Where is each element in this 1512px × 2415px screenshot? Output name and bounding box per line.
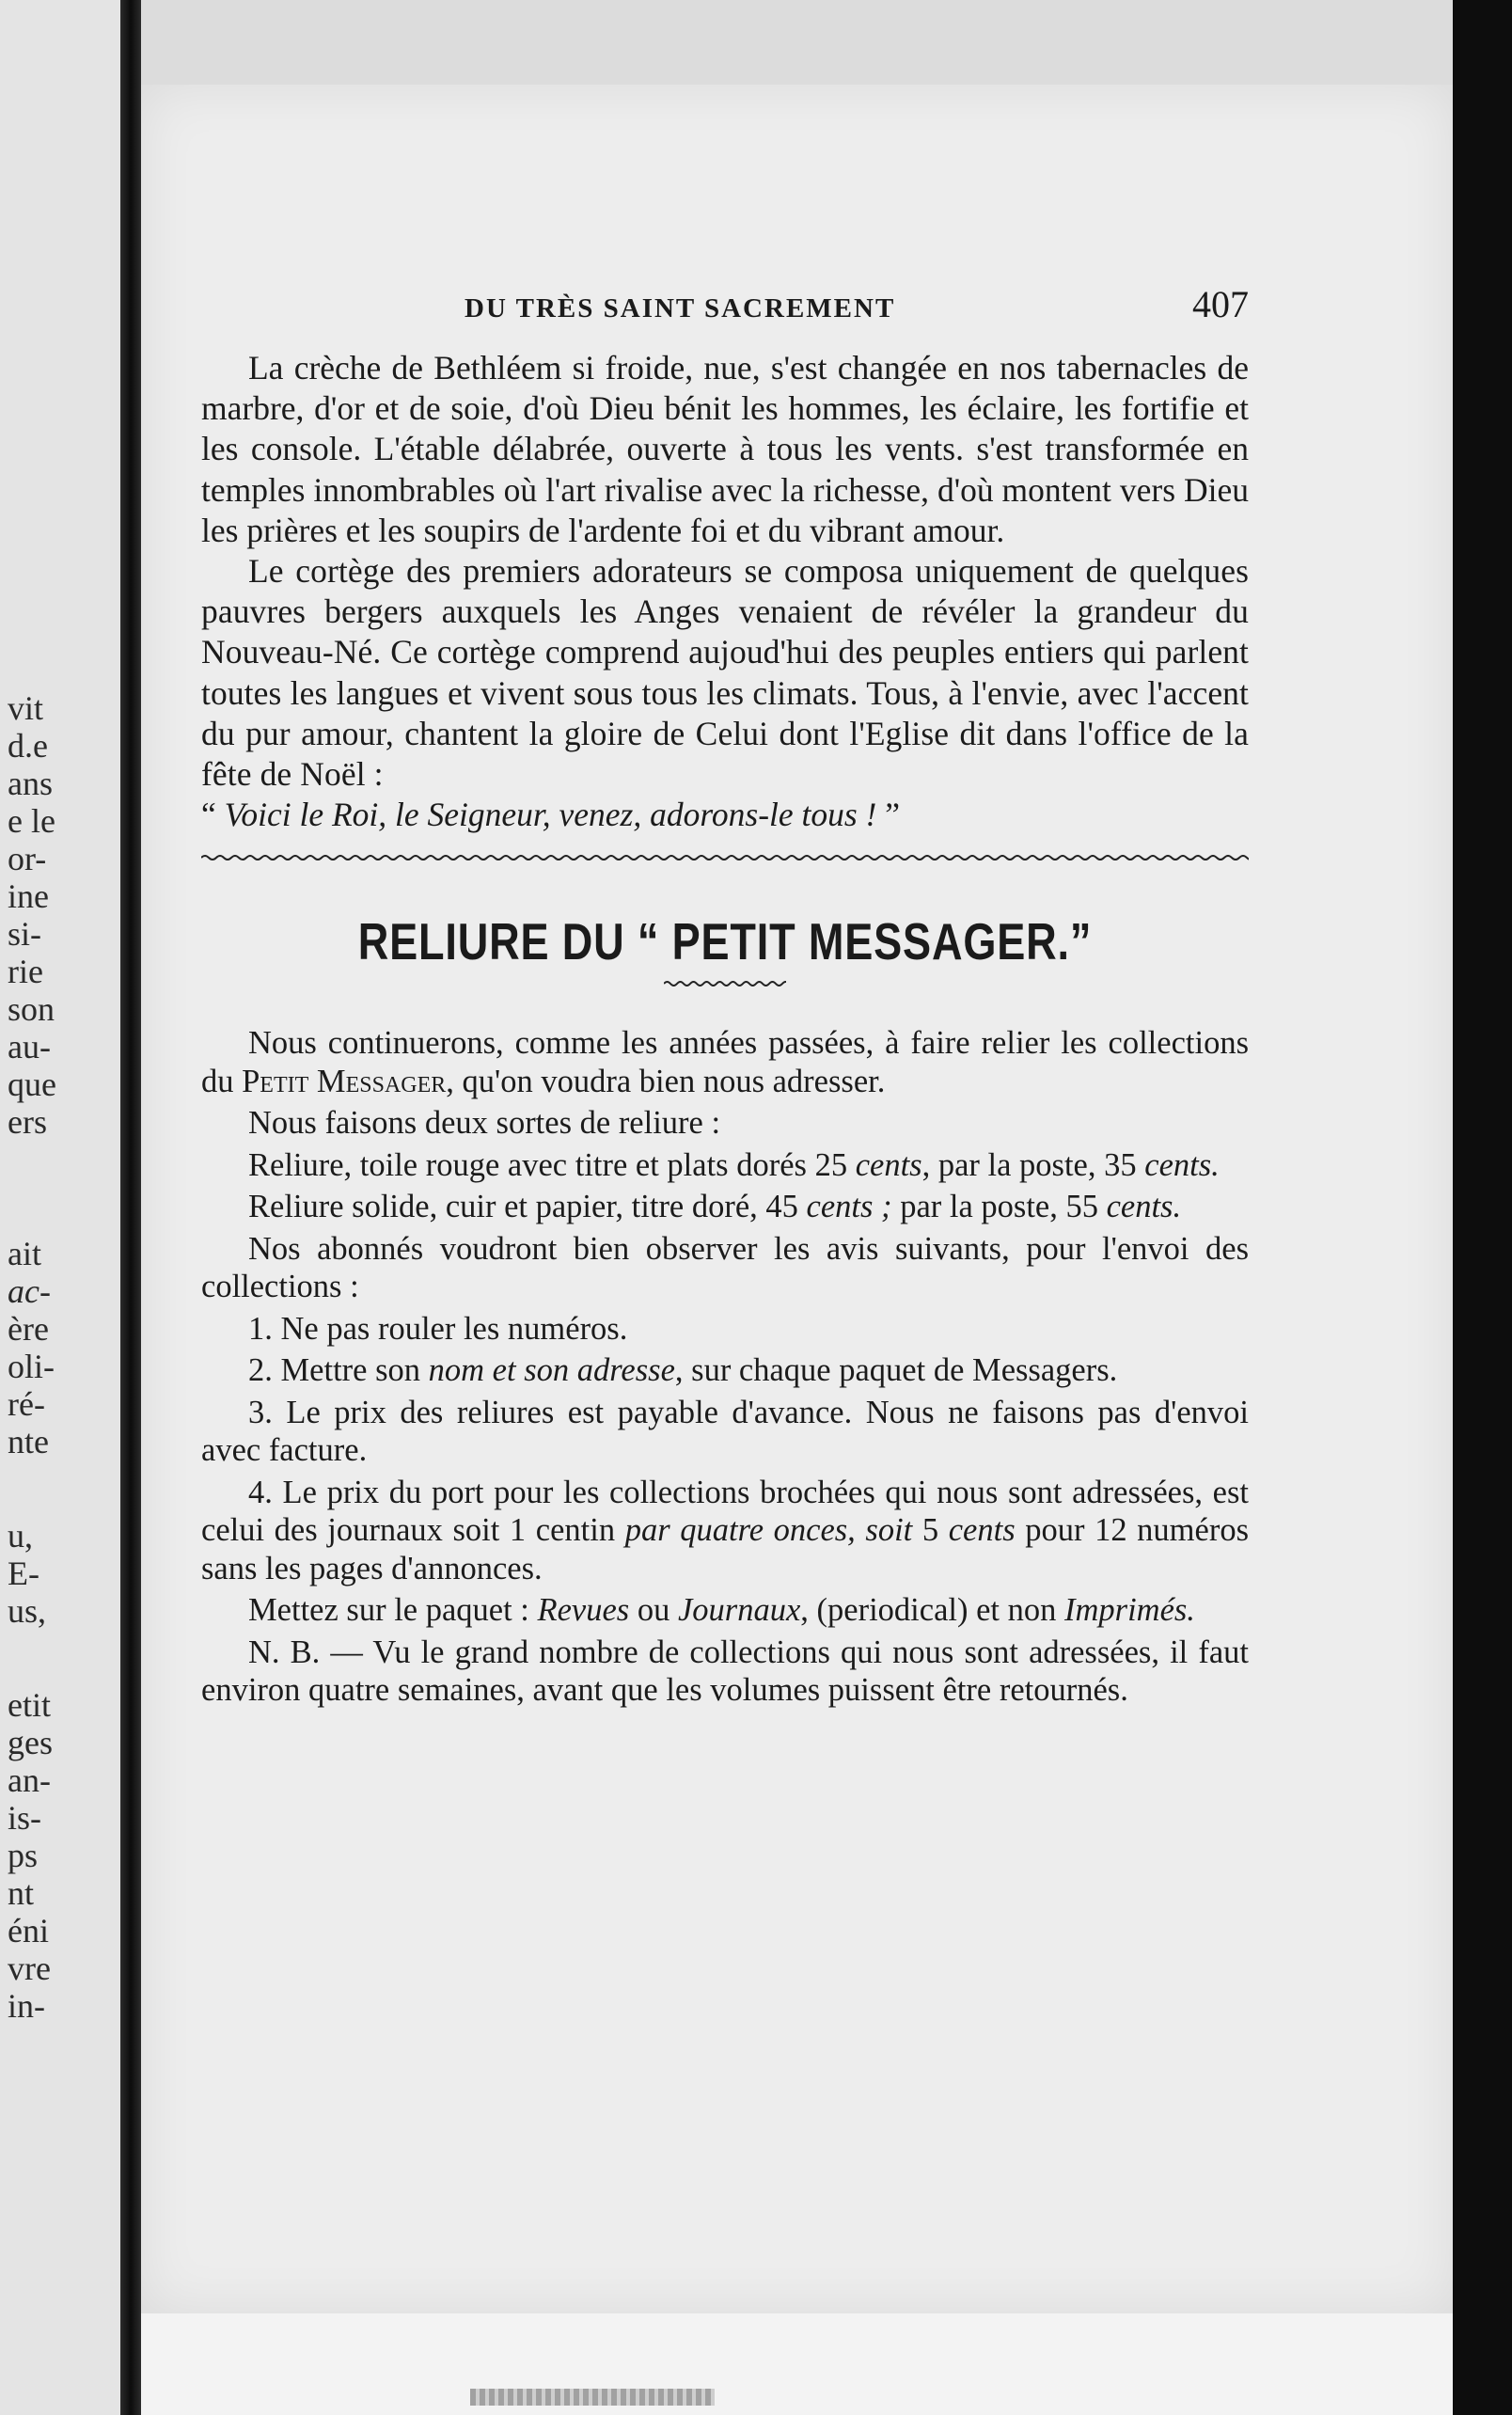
currency-word: cents. <box>1106 1189 1182 1225</box>
packet-or: ou <box>637 1592 670 1629</box>
cloth-binding-post: , par la poste, 35 <box>921 1146 1137 1183</box>
packet-revues: Revues <box>537 1592 630 1629</box>
page-content <box>201 282 1249 1710</box>
previous-page-fragment: ges <box>8 1724 53 1761</box>
previous-page-fragment: ps <box>8 1837 39 1874</box>
item4-text: 4. Le prix du port pour les collections brochées qui nous sont adressées, est celui des journaux soit 1 centin <box>201 1474 1249 1549</box>
previous-page-fragment: ine <box>8 877 49 915</box>
previous-page-fragment: si- <box>8 915 41 953</box>
paragraph-two-kinds: Nous faisons deux sortes de reliure : <box>248 1105 721 1142</box>
leather-binding-text: Reliure solide, cuir et papier, titre doré, 45 <box>248 1189 798 1225</box>
item2-text: 2. Mettre son <box>248 1352 421 1389</box>
page-bottom-margin <box>141 2313 1453 2415</box>
title-ornament <box>664 977 786 990</box>
previous-page-fragment: ait <box>8 1235 41 1272</box>
notice-item-1: 1. Ne pas rouler les numéros. <box>248 1310 628 1347</box>
page-top-margin <box>141 0 1453 85</box>
notice-item-4 <box>201 1474 1249 1588</box>
previous-page-fragment: oli- <box>8 1348 55 1385</box>
intro-text: Nous continuerons, comme les années passées, à faire relier les collections du <box>201 1025 1249 1099</box>
previous-page-fragment: e le <box>8 802 55 840</box>
quotation <box>201 795 1249 835</box>
quote-text: Voici le Roi, le Seigneur, venez, adorons-le tous ! <box>224 796 877 834</box>
wavy-divider <box>201 848 1249 867</box>
previous-page-fragment: us, <box>8 1592 47 1630</box>
scan-right-edge <box>1453 0 1512 2415</box>
previous-page-fragment: ers <box>8 1103 47 1141</box>
notice-item-3: 3. Le prix des reliures est payable d'avance. Nous ne faisons pas d'envoi avec facture. <box>201 1394 1249 1469</box>
book-gutter <box>120 0 141 2415</box>
paragraph-cortege: Le cortège des premiers adorateurs se composa uniquement de quelques pauvres bergers auxquels les Anges venaient de révéler la grandeur du Nouveau-Né. Ce cortège comprend aujoud'hui des peuples entiers qui parlent toutes les langues et vivent sous tous les climats. Tous, à l'envie, avec l'accent du pur amour, chantent la gloire de Celui dont l'Eglise dit dans l'office de la fête de Noël : <box>201 552 1249 794</box>
quote-close-mark: ” <box>885 796 901 834</box>
previous-page-fragment: nt <box>8 1874 35 1912</box>
notice-item-2 <box>201 1351 1249 1390</box>
previous-page-fragment: is- <box>8 1799 41 1837</box>
previous-page-fragment: ère <box>8 1310 49 1348</box>
previous-page-fragment: vre <box>8 1949 51 1987</box>
currency-word: cents <box>855 1146 922 1183</box>
packet-periodical: , (periodical) et non <box>800 1592 1057 1629</box>
previous-page-fragment: que <box>8 1065 56 1103</box>
item2-text-end: , sur chaque paquet de Messagers. <box>674 1352 1118 1389</box>
previous-page-fragment: au- <box>8 1028 51 1065</box>
running-head <box>201 282 1249 348</box>
previous-page-strip <box>0 0 120 2415</box>
section-title: RELIURE DU “ PETIT MESSAGER.” <box>357 912 1093 971</box>
paragraph-leather-binding <box>201 1188 1249 1226</box>
packet-journaux: Journaux <box>677 1592 801 1629</box>
item4-text-end: pour 12 numéros sans les pages d'annonces. <box>201 1512 1249 1586</box>
magazine-name: Petit Messager <box>242 1063 447 1099</box>
running-title: DU TRÈS SAINT SACREMENT <box>465 293 896 324</box>
packet-text: Mettez sur le paquet : <box>248 1592 529 1629</box>
previous-page-fragment: vit <box>8 689 44 727</box>
leather-binding-post: par la poste, 55 <box>900 1189 1098 1225</box>
item4-emphasis: par quatre onces, soit <box>624 1512 913 1549</box>
previous-page-fragment: son <box>8 990 55 1028</box>
item4-amount: 5 <box>921 1512 939 1549</box>
paragraph-nota-bene: N. B. — Vu le grand nombre de collections qui nous sont adressées, il faut environ quatre semaines, avant que les volumes puissent être retournés. <box>201 1634 1249 1709</box>
currency-word: cents ; <box>806 1189 892 1225</box>
paragraph-notices: Nos abonnés voudront bien observer les avis suivants, pour l'envoi des collections : <box>201 1230 1249 1305</box>
previous-page-fragment: éni <box>8 1912 49 1949</box>
paragraph-cloth-binding <box>201 1146 1249 1185</box>
previous-page-fragment: u, <box>8 1517 33 1555</box>
cloth-binding-text: Reliure, toile rouge avec titre et plats dorés 25 <box>248 1146 848 1183</box>
previous-page-fragment: ac- <box>8 1272 51 1310</box>
currency-word: cents. <box>1144 1146 1220 1183</box>
intro-text-end: , qu'on voudra bien nous adresser. <box>446 1063 886 1099</box>
previous-page-fragment: ré- <box>8 1385 45 1423</box>
currency-word: cents <box>948 1512 1016 1549</box>
packet-imprimes: Imprimés. <box>1063 1592 1195 1629</box>
previous-page-fragment: ans <box>8 765 53 802</box>
previous-page-fragment: E- <box>8 1555 39 1592</box>
previous-page-fragment: etit <box>8 1686 51 1724</box>
binding-notice <box>201 1024 1249 1710</box>
previous-page-fragment: rie <box>8 953 43 990</box>
previous-page-fragment: an- <box>8 1761 51 1799</box>
paragraph-intro <box>201 1024 1249 1100</box>
previous-page-fragment: or- <box>8 840 47 877</box>
paragraph-packet-label <box>201 1591 1249 1630</box>
quote-open-mark: “ <box>201 796 216 834</box>
previous-page-fragment: in- <box>8 1987 45 2025</box>
previous-page-fragment: d.e <box>8 727 48 765</box>
paragraph-creche: La crèche de Bethléem si froide, nue, s'est changée en nos tabernacles de marbre, d'or et de soie, d'où Dieu bénit les hommes, les éclaire, les fortifie et les console. L'étable délabrée, ouverte à tous les vents. s'est transformée en temples innombrables où l'art rivalise avec la richesse, d'où montent vers Dieu les prières et les soupirs de l'ardente foi et du vibrant amour. <box>201 349 1249 549</box>
page-number: 407 <box>1192 283 1249 325</box>
previous-page-fragment: nte <box>8 1423 49 1460</box>
item2-emphasis: nom et son adresse <box>428 1352 675 1389</box>
scan-label-strip <box>470 2389 715 2406</box>
